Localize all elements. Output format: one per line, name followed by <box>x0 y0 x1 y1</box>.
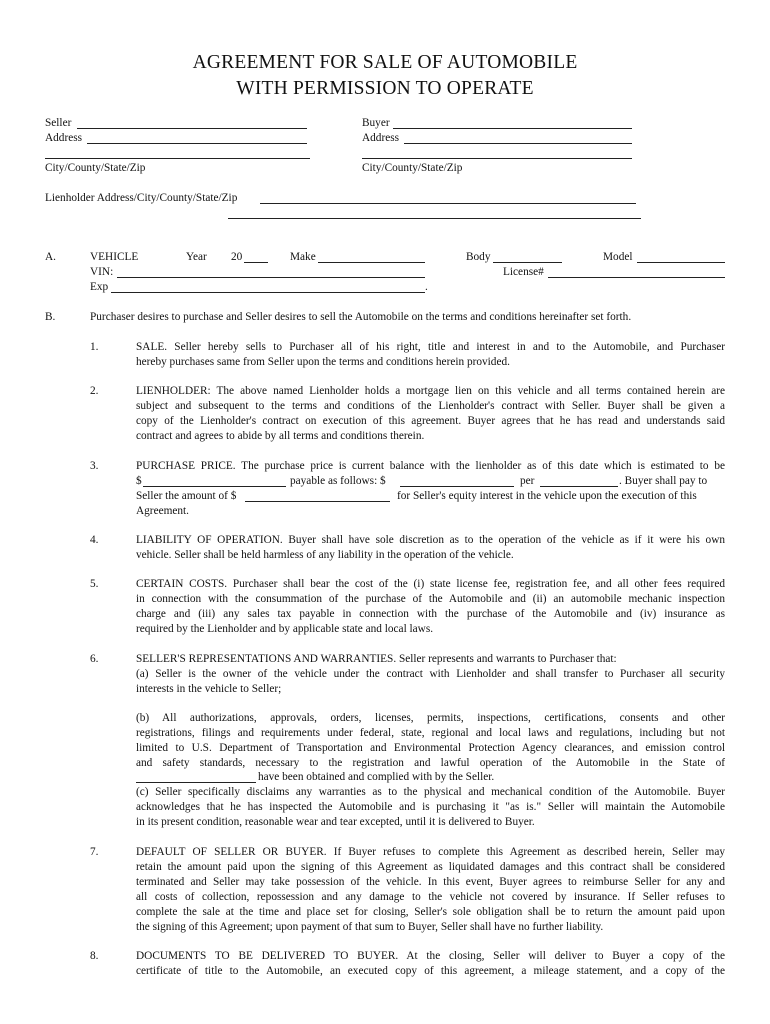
exp-field[interactable] <box>111 292 425 293</box>
clause-6-line: SELLER'S REPRESENTATIONS AND WARRANTIES. Seller represents and warrants to Purchaser that: <box>136 653 617 665</box>
clause-6b-text <box>136 711 725 771</box>
clause-6-line: (b) All authorizations, approvals, orders, licenses, permits, inspections, certifications, consents and other <box>136 712 725 724</box>
vehicle-label: VEHICLE <box>90 251 139 263</box>
clause-7-line: the signing of this Agreement; upon payment of that sum to Buyer, Seller shall have no further liability. <box>136 921 604 933</box>
body-field[interactable] <box>493 262 562 263</box>
seller-equity-field[interactable] <box>245 501 390 502</box>
state-field[interactable] <box>136 782 256 783</box>
clause-6b-last-line: have been obtained and complied with by the Seller. <box>258 771 495 783</box>
clause-7-text <box>136 845 725 935</box>
clause-1-line: SALE. Seller hereby sells to Purchaser all of his right, title and interest in and to the Automobile, and Purchaser <box>136 341 725 353</box>
clause-6-line: interests in the vehicle to Seller; <box>136 683 282 695</box>
clause-3-dollar: $ <box>136 475 142 487</box>
section-b-text: Purchaser desires to purchase and Seller desires to sell the Automobile on the terms and conditions hereinafter set forth. <box>90 311 632 323</box>
clause-1-number: 1. <box>90 341 99 353</box>
clause-8-text <box>136 949 725 979</box>
body-label: Body <box>466 251 491 263</box>
buyer-label: Buyer <box>362 117 390 129</box>
make-label: Make <box>290 251 316 263</box>
model-field[interactable] <box>637 262 725 263</box>
clause-6-line: acknowledges that he has inspected the Automobile and is purchasing it "as is." Seller will maintain the Automobile <box>136 801 725 813</box>
clause-4-line: LIABILITY OF OPERATION. Buyer shall have sole discretion as to the operation of the vehicle as if it were his own <box>136 534 725 546</box>
document-title-line-1: AGREEMENT FOR SALE OF AUTOMOBILE <box>192 52 578 73</box>
buyer-city-label: City/County/State/Zip <box>362 162 463 174</box>
clause-7-line: complete the sale at the time and place set for closing, Seller's sole obligation shall be to return the amount paid upon <box>136 906 725 918</box>
buyer-address-field[interactable] <box>404 143 632 144</box>
clause-3-payable-text: payable as follows: $ <box>290 475 386 487</box>
exp-label: Exp <box>90 281 109 293</box>
clause-2-number: 2. <box>90 385 99 397</box>
exp-period: . <box>425 281 428 293</box>
clause-1-text <box>136 340 725 370</box>
lienholder-field[interactable] <box>260 203 636 204</box>
license-field[interactable] <box>548 277 725 278</box>
clause-3-equity-text: for Seller's equity interest in the vehicle upon the execution of this <box>397 490 697 502</box>
buyer-address-line-2-field[interactable] <box>362 158 632 159</box>
model-label: Model <box>603 251 633 263</box>
clause-2-text <box>136 384 725 444</box>
clause-7-line: retain the amount paid upon the signing of this Agreement as liquidated damages and this contract shall be considered <box>136 861 725 873</box>
buyer-address-label: Address <box>362 132 400 144</box>
seller-address-line-2-field[interactable] <box>45 158 310 159</box>
clause-4-number: 4. <box>90 534 99 546</box>
clause-3-agreement-text: Agreement. <box>136 505 190 517</box>
clause-2-line: copy of the Lienholder's contract on execution of this agreement. Buyer agrees that he has read and understands said <box>136 415 725 427</box>
clause-5-line: CERTAIN COSTS. Purchaser shall bear the cost of the (i) state license fee, registration fee, and all other fees required <box>136 578 725 590</box>
section-b-letter: B. <box>45 311 56 323</box>
clause-8-number: 8. <box>90 950 99 962</box>
seller-field[interactable] <box>77 128 307 129</box>
estimated-price-field[interactable] <box>143 486 286 487</box>
make-field[interactable] <box>318 262 425 263</box>
clause-6c-text <box>136 785 725 830</box>
clause-4-text <box>136 533 725 563</box>
clause-2-line: LIENHOLDER: The above named Lienholder holds a mortgage lien on this vehicle and all terms contained herein are <box>136 385 725 397</box>
clause-3-seller-amount-text: Seller the amount of $ <box>136 490 237 502</box>
clause-3-text <box>136 459 725 474</box>
clause-5-number: 5. <box>90 578 99 590</box>
clause-2-line: subject and subsequent to the terms and conditions of the Lienholder's contract with Seller. Buyer shall be given a <box>136 400 725 412</box>
clause-4-line: vehicle. Seller shall be held harmless of any liability in the operation of the vehicle. <box>136 549 514 561</box>
clause-6-number: 6. <box>90 653 99 665</box>
clause-3-number: 3. <box>90 460 99 472</box>
clause-5-line: required by the Lienholder and by applicable state and local laws. <box>136 623 434 635</box>
section-a-letter: A. <box>45 251 56 263</box>
license-label: License# <box>503 266 544 278</box>
seller-address-label: Address <box>45 132 83 144</box>
vin-label: VIN: <box>90 266 114 278</box>
buyer-field[interactable] <box>393 128 632 129</box>
clause-1-line: hereby purchases same from Seller upon the terms and conditions herein provided. <box>136 356 510 368</box>
clause-6-line: registrations, filings and requirements under federal, state, regional and local laws and regulations, including but not <box>136 727 725 739</box>
seller-address-field[interactable] <box>87 143 307 144</box>
clause-2-line: contract and agrees to abide by all terms and conditions therein. <box>136 430 425 442</box>
clause-5-line: charge and (iii) any sales tax payable in connection with the purchase of the Automobile and (iv) insurance as <box>136 608 725 620</box>
document-title-line-2: WITH PERMISSION TO OPERATE <box>236 78 534 99</box>
lienholder-label: Lienholder Address/City/County/State/Zip <box>45 192 238 204</box>
seller-label: Seller <box>45 117 72 129</box>
clause-5-line: in connection with the consummation of the purchase of the Automobile and (ii) an automobile mechanic inspection <box>136 593 725 605</box>
clause-8-line: certificate of title to the Automobile, an executed copy of this agreement, a mileage statement, and a copy of the <box>136 965 725 977</box>
clause-6-line: (c) Seller specifically disclaims any warranties as to the physical and mechanical condition of the Automobile. Buyer <box>136 786 725 798</box>
clause-8-line: DOCUMENTS TO BE DELIVERED TO BUYER. At the closing, Seller will deliver to Buyer a copy of the <box>136 950 725 962</box>
clause-6-line: in its present condition, reasonable wear and tear excepted, until it is delivered to Buyer. <box>136 816 535 828</box>
clause-7-number: 7. <box>90 846 99 858</box>
clause-7-line: all costs of collection, repossession and any damage to the vehicle not covered by insurance. If Seller refuses to <box>136 891 725 903</box>
clause-5-text <box>136 577 725 637</box>
lienholder-line-2-field[interactable] <box>228 218 641 219</box>
year-prefix: 20 <box>231 251 243 263</box>
payment-amount-field[interactable] <box>400 486 514 487</box>
year-label: Year <box>186 251 207 263</box>
clause-7-line: terminated and Seller may take possession of the vehicle. In this event, Buyer agrees to reimburse Seller for any and <box>136 876 725 888</box>
clause-3-per-text: per <box>520 475 535 487</box>
payment-period-field[interactable] <box>540 486 618 487</box>
clause-3-buyer-pay-text: . Buyer shall pay to <box>619 475 708 487</box>
clause-6a-text <box>136 652 725 697</box>
clause-7-line: DEFAULT OF SELLER OR BUYER. If Buyer refuses to complete this Agreement as described herein, Seller may <box>136 846 725 858</box>
clause-3-line: PURCHASE PRICE. The purchase price is current balance with the lienholder as of this date which is estimated to be <box>136 460 725 472</box>
clause-6-line: limited to U.S. Department of Transportation and Environmental Protection Agency clearances, and emission control <box>136 742 725 754</box>
clause-6-line: (a) Seller is the owner of the vehicle under the contract with Lienholder and shall transfer to Purchaser all security <box>136 668 725 680</box>
clause-6-line: and safety standards, necessary to the registration and lawful operation of the Automobile in the State of <box>136 757 725 769</box>
vin-field[interactable] <box>117 277 425 278</box>
year-field[interactable] <box>244 262 268 263</box>
seller-city-label: City/County/State/Zip <box>45 162 146 174</box>
